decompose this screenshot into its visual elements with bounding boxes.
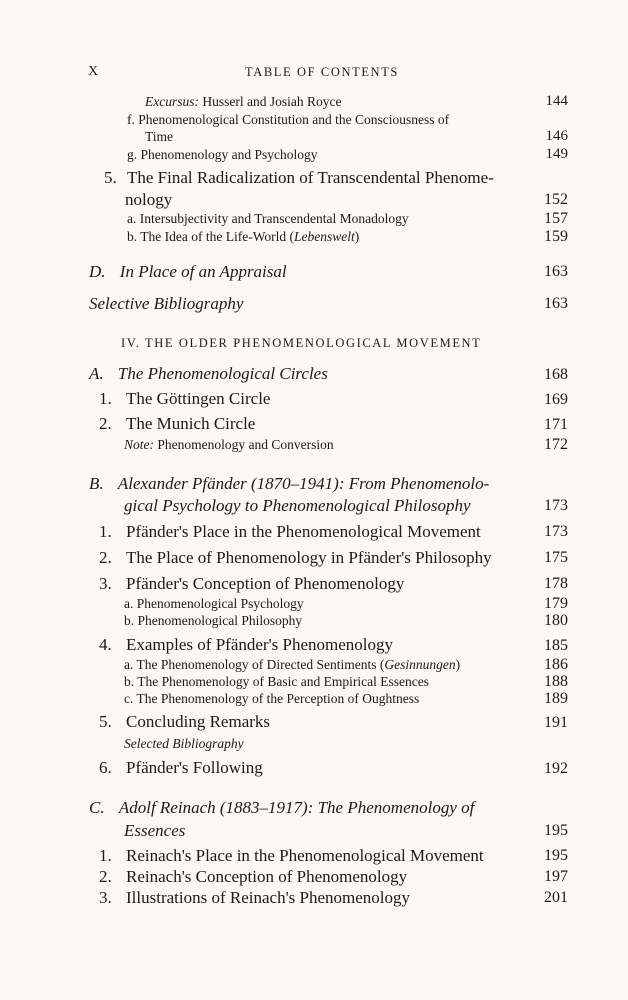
toc-entry-note [124, 437, 334, 453]
entry-prefix: Note: [124, 437, 154, 452]
entry-title: The Place of Phenomenology in Pfänder's Philosophy [126, 548, 492, 567]
section-heading: IV. THE OLDER PHENOMENOLOGICAL MOVEMENT [121, 336, 482, 350]
toc-entry-b [124, 613, 302, 629]
entry-title: Pfänder's Place in the Phenomenological Movement [126, 522, 481, 541]
toc-entry-C [89, 798, 474, 818]
entry-prefix: 1. [99, 522, 112, 541]
toc-entry-1 [99, 522, 481, 542]
entry-prefix: 2. [99, 867, 112, 886]
entry-title-cont: nology [125, 190, 173, 209]
entry-prefix: D. [89, 262, 106, 281]
toc-entry-D [89, 262, 287, 282]
toc-entry-b: b. The Idea of the Life-World (Lebenswelt) [127, 229, 360, 244]
page-number: 180 [544, 612, 568, 629]
entry-prefix: a. [127, 211, 137, 226]
entry-prefix: 1. [99, 389, 112, 408]
entry-title-cont: gical Psychology to Phenomenological Philosophy [124, 496, 471, 515]
page-number: 192 [544, 760, 568, 777]
page-number: 152 [544, 191, 568, 208]
page-number: 188 [544, 673, 568, 690]
running-title: TABLE OF CONTENTS [245, 65, 399, 79]
entry-prefix: g. [127, 147, 138, 162]
entry-title: Phenomenological Philosophy [137, 613, 303, 628]
entry-title: Phenomenological Psychology [136, 596, 304, 611]
page-number: 173 [544, 523, 568, 540]
entry-prefix: 3. [99, 888, 112, 907]
page-number: 195 [544, 847, 568, 864]
entry-title: The Idea of the Life-World [140, 229, 287, 244]
entry-prefix: B. [89, 474, 104, 493]
entry-title: Phenomenology and Psychology [140, 147, 318, 162]
toc-entry-3 [99, 574, 404, 594]
page-number: 173 [544, 497, 568, 514]
entry-prefix: 4. [99, 635, 112, 654]
entry-title: Adolf Reinach (1883–1917): The Phenomenology of [118, 798, 475, 817]
entry-prefix: A. [89, 364, 104, 383]
page-number: 159 [544, 228, 568, 245]
page-number: 189 [544, 690, 568, 707]
entry-title: The Phenomenology of Directed Sentiments [136, 657, 377, 672]
entry-italic-term: Lebenswelt [293, 229, 355, 244]
entry-title: Husserl and Josiah Royce [202, 94, 342, 109]
entry-title: Examples of Pfänder's Phenomenology [126, 635, 393, 654]
toc-entry-2 [99, 867, 407, 887]
entry-title: In Place of an Appraisal [119, 262, 287, 281]
toc-entry-1 [99, 846, 484, 866]
entry-title: The Göttingen Circle [126, 389, 271, 408]
toc-entry-A [89, 364, 328, 384]
toc-entry-5 [99, 712, 270, 732]
toc-entry-selective-bibliography: Selective Bibliography [89, 294, 244, 313]
entry-title: The Munich Circle [126, 414, 256, 433]
page-number: 168 [544, 366, 568, 383]
entry-prefix: f. [127, 112, 135, 127]
toc-entry-4 [99, 635, 393, 655]
page-number: 144 [545, 93, 568, 109]
page-number: 163 [544, 295, 568, 312]
entry-prefix: b. [124, 674, 135, 689]
entry-title: Phenomenological Constitution and the Consciousness of [138, 112, 450, 127]
page-number: 157 [544, 210, 568, 227]
page-number: 179 [544, 595, 568, 612]
entry-prefix: 3. [99, 574, 112, 593]
entry-prefix: c. [124, 691, 134, 706]
toc-entry-b [124, 674, 429, 690]
page-number: 169 [544, 391, 568, 408]
entry-title: The Phenomenological Circles [117, 364, 328, 383]
entry-prefix: 6. [99, 758, 112, 777]
toc-entry-5 [104, 168, 494, 188]
page-numeral: X [88, 64, 99, 79]
page-number: 191 [544, 714, 568, 731]
entry-title: The Phenomenology of the Perception of Oughtness [136, 691, 420, 706]
page-number: 186 [544, 656, 568, 673]
entry-title: The Final Radicalization of Transcendental Phenome- [127, 168, 494, 187]
toc-entry-c [124, 691, 419, 707]
entry-prefix: a. [124, 596, 134, 611]
page-number: 149 [545, 146, 568, 162]
entry-title: Intersubjectivity and Transcendental Monadology [139, 211, 409, 226]
page-number: 197 [544, 868, 568, 885]
entry-title: Concluding Remarks [126, 712, 271, 731]
page-number: 195 [544, 822, 568, 839]
entry-title: The Phenomenology of Basic and Empirical Essences [137, 674, 429, 689]
page-number: 163 [544, 263, 568, 280]
entry-prefix: C. [89, 798, 105, 817]
entry-title: Alexander Pfänder (1870–1941): From Phenomenolo- [117, 474, 490, 493]
entry-title: Pfänder's Conception of Phenomenology [126, 574, 405, 593]
entry-title: Reinach's Conception of Phenomenology [126, 867, 408, 886]
toc-entry-2 [99, 548, 492, 568]
entry-prefix: a. [124, 657, 134, 672]
page-number: 201 [544, 889, 568, 906]
page-number: 146 [545, 128, 568, 144]
entry-prefix: b. [124, 613, 135, 628]
entry-prefix: b. [127, 229, 138, 244]
entry-title-cont: Essences [124, 821, 186, 840]
entry-prefix: 5. [104, 168, 117, 187]
toc-entry-B [89, 474, 489, 494]
entry-title: Reinach's Place in the Phenomenological Movement [126, 846, 484, 865]
entry-title: Phenomenology and Conversion [157, 437, 334, 452]
entry-prefix: 1. [99, 846, 112, 865]
page-number: 171 [544, 416, 568, 433]
toc-entry-2 [99, 414, 255, 434]
entry-prefix: Excursus: [145, 94, 199, 109]
entry-title: Pfänder's Following [126, 758, 263, 777]
toc-entry-6 [99, 758, 263, 778]
entry-italic-term: Gesinnungen [384, 657, 456, 672]
toc-entry-excursus [145, 94, 341, 110]
page-number: 185 [544, 637, 568, 654]
toc-entry-1 [99, 389, 270, 409]
entry-prefix: 2. [99, 414, 112, 433]
toc-entry-3 [99, 888, 410, 908]
entry-title-cont: Time [145, 129, 174, 144]
entry-prefix: 5. [99, 712, 112, 731]
toc-entry-g [127, 147, 318, 163]
page-number: 175 [544, 549, 568, 566]
page-number: 172 [544, 436, 568, 453]
toc-entry-a: a. The Phenomenology of Directed Sentiments (Gesinnungen) [124, 657, 461, 672]
entry-prefix: 2. [99, 548, 112, 567]
toc-entry-a [124, 596, 304, 612]
entry-title: Illustrations of Reinach's Phenomenology [126, 888, 410, 907]
toc-entry-selected-bibliography: Selected Bibliography [124, 736, 244, 751]
toc-entry-f [127, 112, 449, 128]
toc-entry-a [127, 211, 409, 227]
page-number: 178 [544, 575, 568, 592]
